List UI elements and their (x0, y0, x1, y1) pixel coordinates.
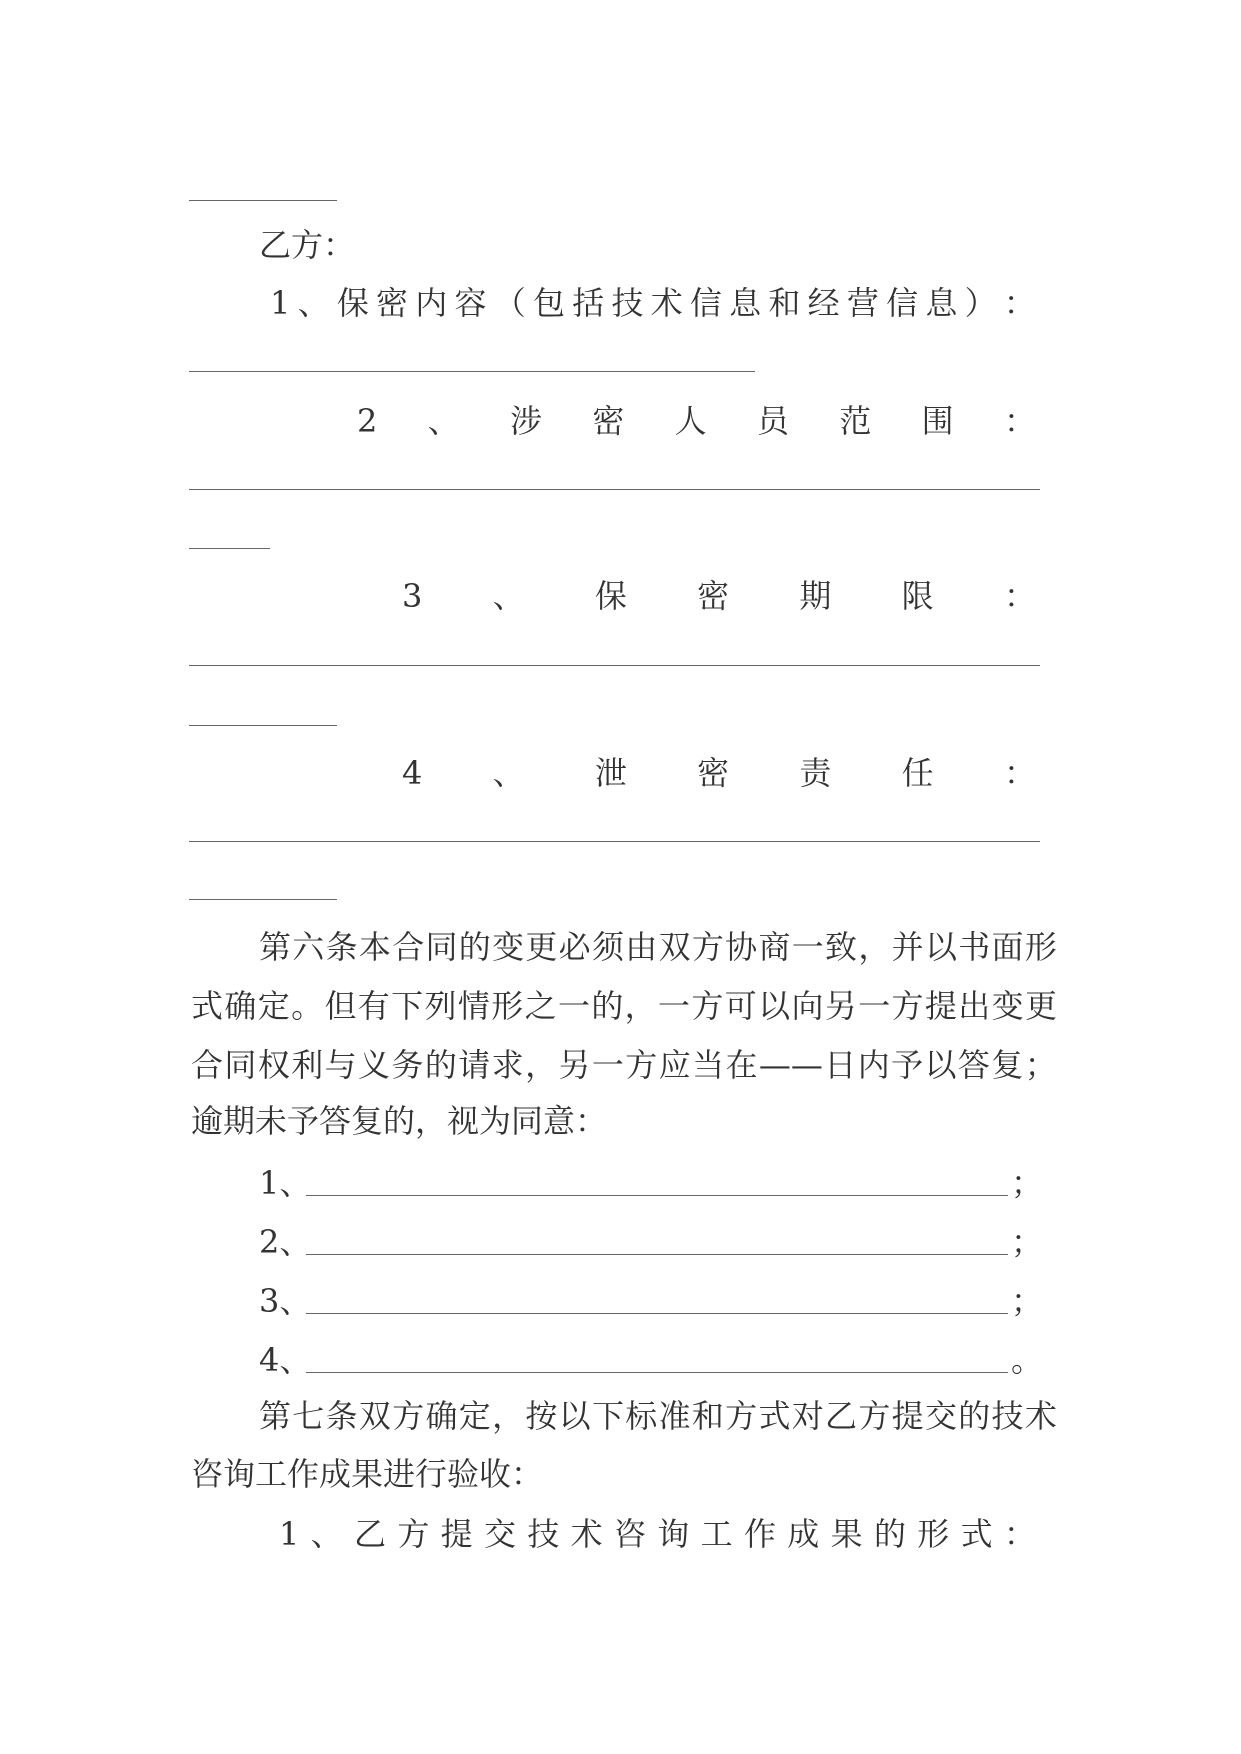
list-item-blank (306, 1313, 1008, 1314)
article6-line: 逾期未予答复的，视为同意： (191, 1102, 608, 1140)
confidentiality-period-blank (189, 665, 1040, 666)
party-b-label: 乙方： (259, 226, 356, 264)
personnel-scope-label: 2 、 涉 密 人 员 范 围 ： (357, 402, 1036, 440)
article7-line: 咨询工作成果进行验收： (191, 1455, 544, 1493)
leak-liability-blank (189, 841, 1040, 842)
personnel-scope-blank (189, 489, 1040, 490)
list-item-blank (306, 1372, 1008, 1373)
article6-list-item (259, 1163, 1049, 1203)
list-item-punctuation: ； (1011, 1164, 1044, 1202)
article6-line: 合 同 权 利 与 义 务 的 请 求 ， 另 一 方 应 当 在 —— 日 内 予 以 答 复 ； (191, 1046, 1057, 1084)
list-item-number: 1、 (259, 1164, 312, 1202)
article7-line: 第 七 条 双 方 确 定 ， 按 以 下 标 准 和 方 式 对 乙 方 提 交 的 技 术 (259, 1397, 1057, 1435)
article6-list-item (259, 1281, 1049, 1321)
blank-rule (189, 200, 337, 201)
confidentiality-period-blank-cont (189, 725, 337, 726)
article7-item1-label: 1 、 乙 方 提 交 技 术 咨 询 工 作 成 果 的 形 式 ： (279, 1515, 1036, 1553)
article6-line: 第 六 条 本 合 同 的 变 更 必 须 由 双 方 协 商 一 致 ， 并 以 书 面 形 (259, 928, 1057, 966)
confidentiality-period-label: 3 、 保 密 期 限 ： (402, 577, 1036, 615)
list-item-number: 2、 (259, 1223, 312, 1261)
list-item-punctuation: ； (1011, 1282, 1044, 1320)
list-item-punctuation: 。 (1011, 1341, 1044, 1379)
list-item-number: 3、 (259, 1282, 312, 1320)
article6-line: 式 确 定 。 但 有 下 列 情 形 之 一 的 ， 一 方 可 以 向 另 一 方 提 出 变 更 (191, 987, 1057, 1025)
list-item-blank (306, 1195, 1008, 1196)
confidential-content-blank (189, 371, 755, 372)
list-item-punctuation: ； (1011, 1223, 1044, 1261)
leak-liability-blank-cont (189, 899, 337, 900)
leak-liability-label: 4 、 泄 密 责 任 ： (402, 754, 1036, 792)
confidential-content-label: 1 、 保 密 内 容 （ 包 括 技 术 信 息 和 经 营 信 息 ） ： (270, 284, 1036, 322)
list-item-blank (306, 1254, 1008, 1255)
article6-list-item (259, 1340, 1049, 1380)
personnel-scope-blank-cont (189, 548, 270, 549)
article6-list-item (259, 1222, 1049, 1262)
list-item-number: 4、 (259, 1341, 312, 1379)
